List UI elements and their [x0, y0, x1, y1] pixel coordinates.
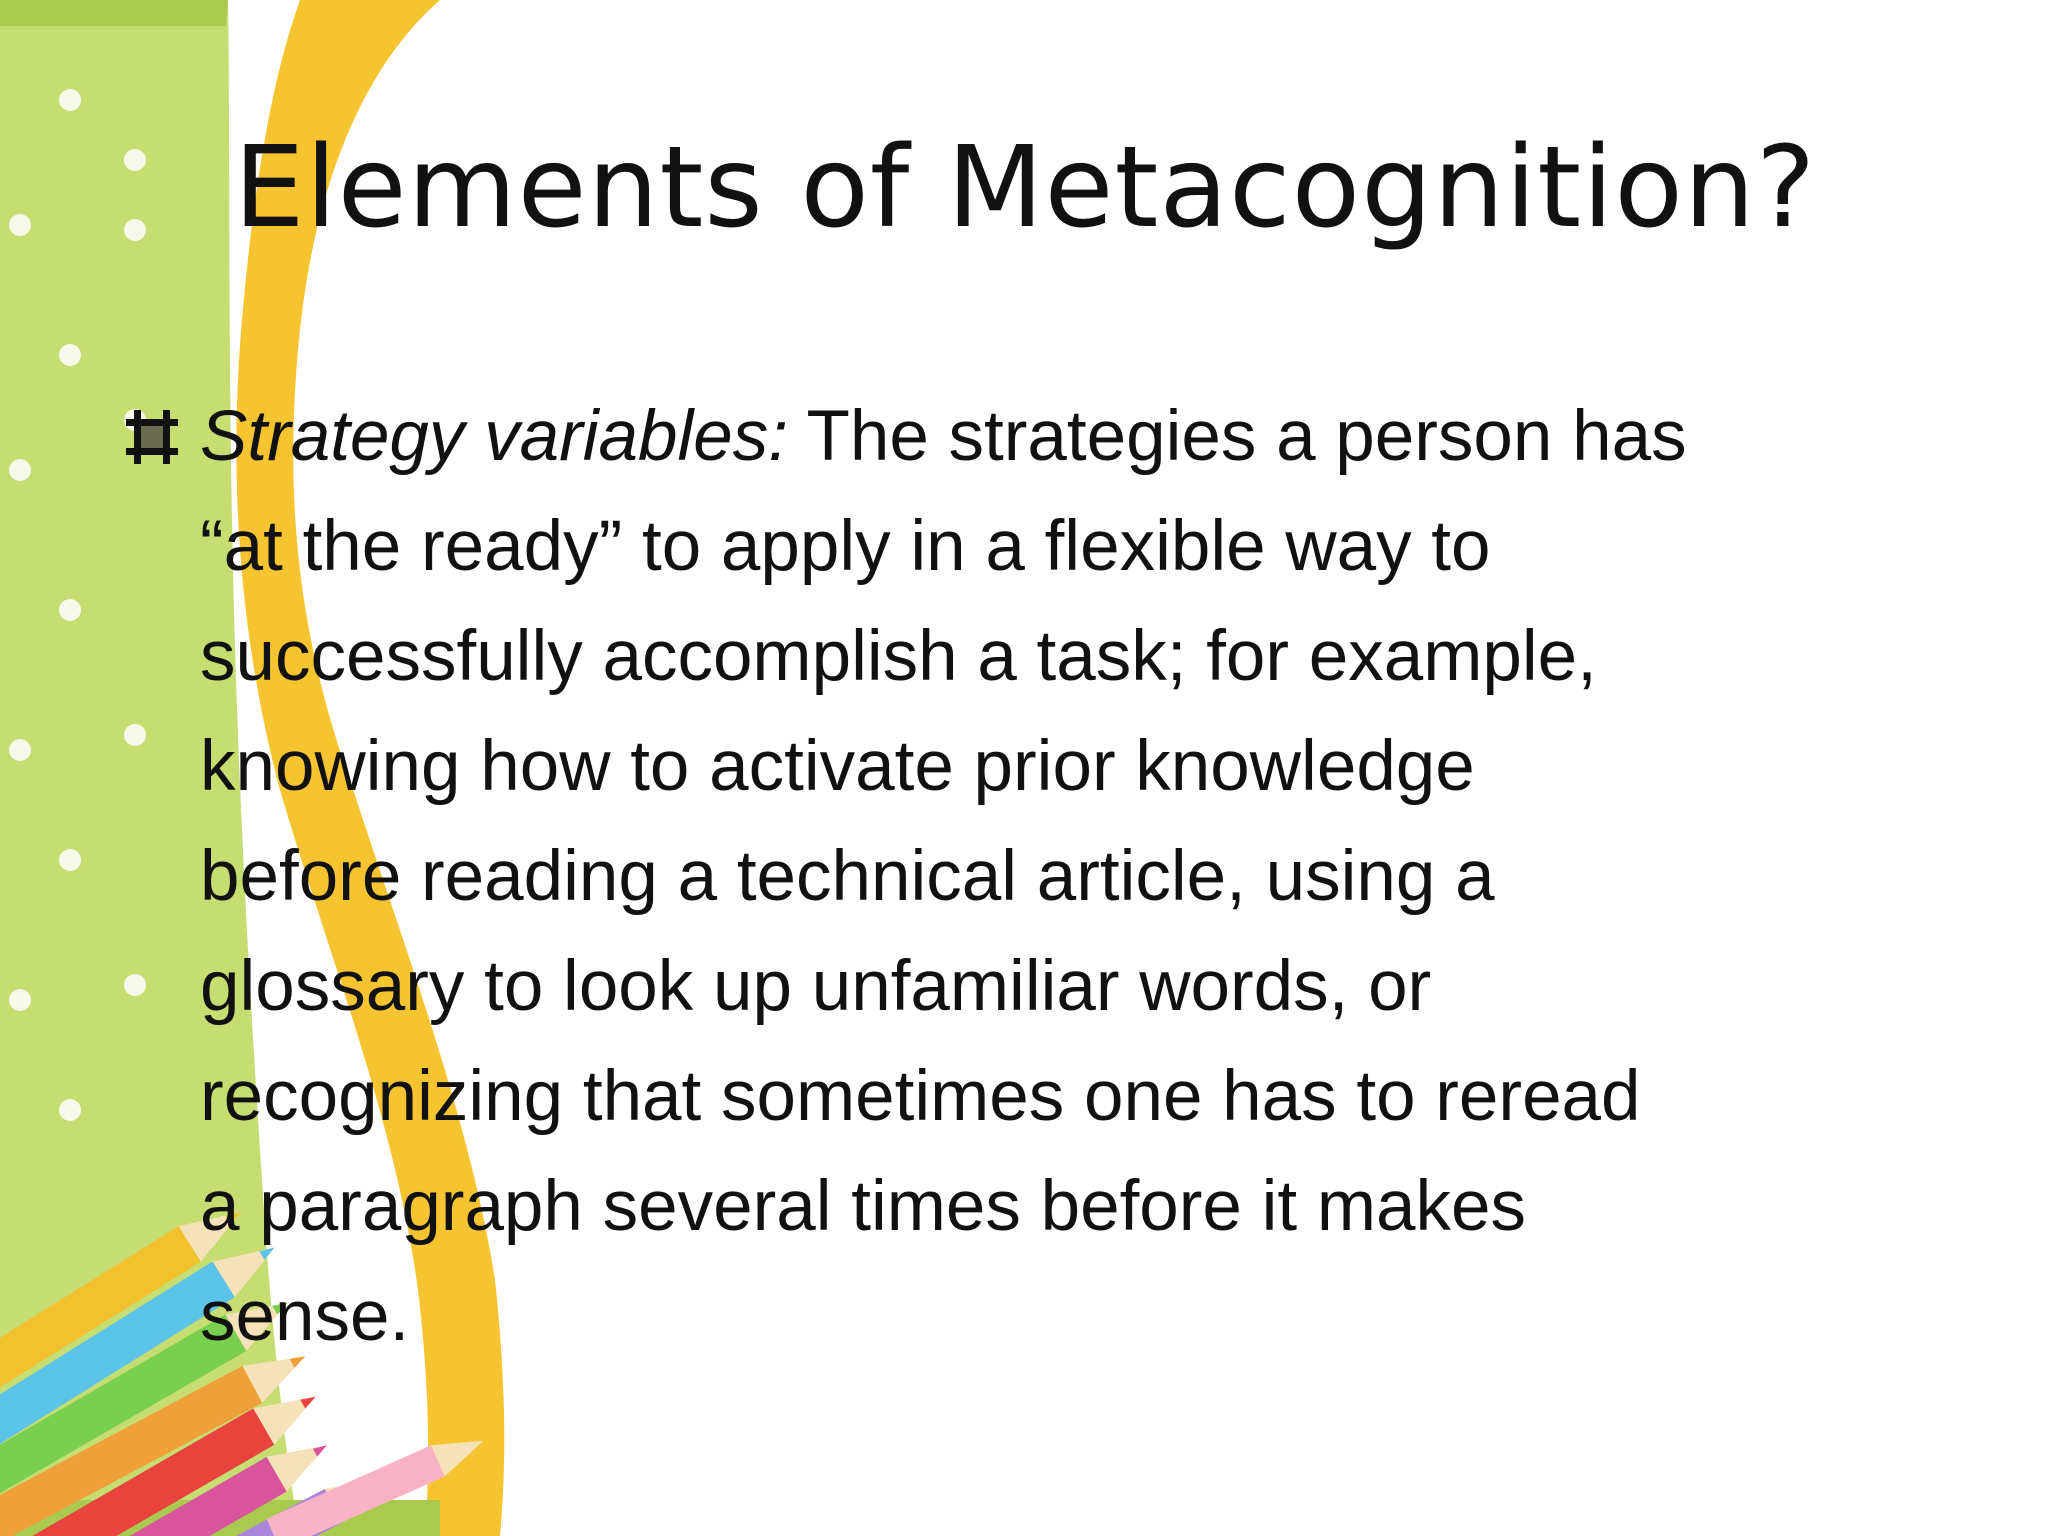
bullet-line: sense. — [200, 1277, 410, 1356]
bullet-term: Strategy variables: — [200, 397, 789, 476]
bullet-line: “at the ready” to apply in a flexible way to — [200, 507, 1491, 586]
bullet-line: recognizing that sometimes one has to reread — [200, 1057, 1641, 1136]
grid-bullet-icon — [126, 410, 178, 464]
slide-title: Elements of Metacognition? — [233, 123, 1817, 253]
bullet-line: successfully accomplish a task; for example, — [200, 617, 1597, 696]
bullet-line: glossary to look up unfamiliar words, or — [200, 947, 1432, 1026]
bullet-line: knowing how to activate prior knowledge — [200, 727, 1475, 806]
bullet-point — [200, 382, 1960, 1372]
bullet-line: before reading a technical article, using a — [200, 837, 1495, 916]
bullet-line-text: The strategies a person has — [788, 397, 1687, 476]
green-top-strip — [0, 0, 228, 26]
bullet-line: a paragraph several times before it makes — [200, 1167, 1526, 1246]
bullet-line — [200, 382, 1960, 492]
